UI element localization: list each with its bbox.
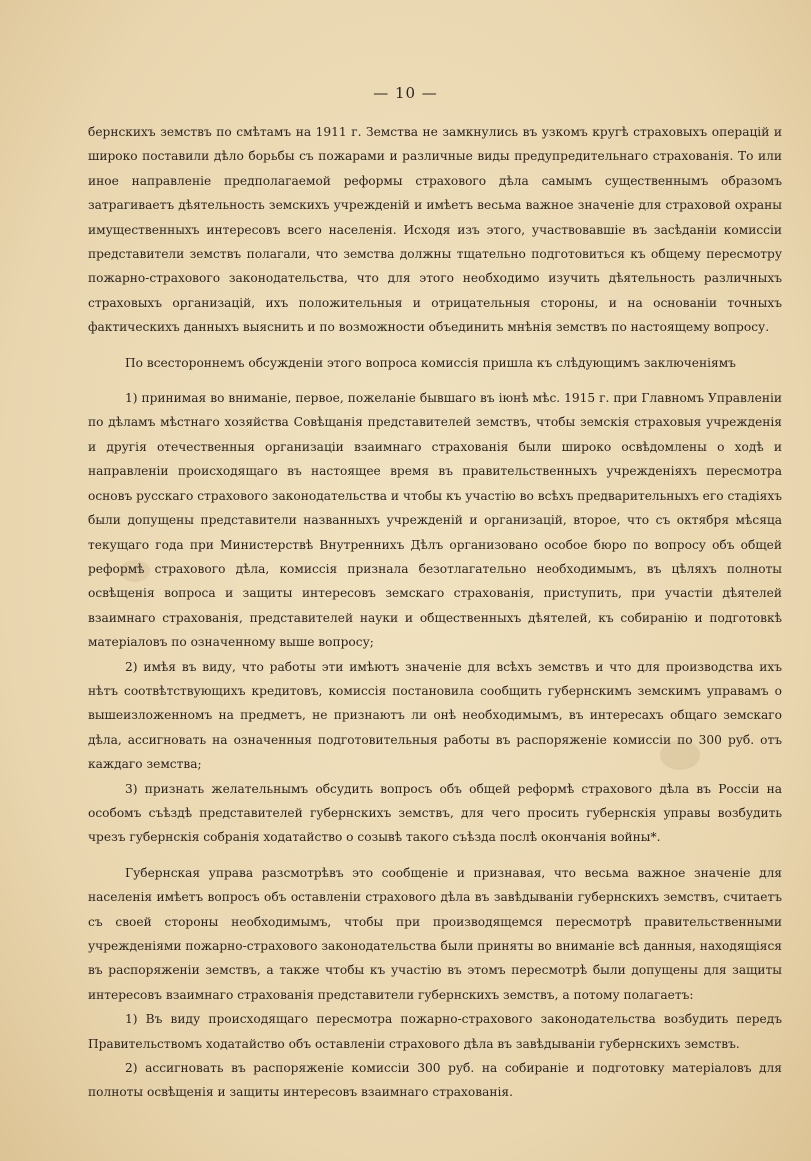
paragraph-point-2: 2) имѣя въ виду, что работы эти имѣютъ значеніе для всѣхъ земствъ и что для производства ихъ нѣтъ соотвѣтствующихъ кредитовъ, комиссія постановила сообщить губернскимъ земскимъ управамъ о вышеизложенномъ на предметъ, не признаютъ ли онѣ необходимымъ, въ интересахъ общаго земскаго дѣла, ассигновать на означенныя подготовительныя работы въ распоряженіе комиссіи по 300 руб. отъ каждаго земства; [88, 659, 782, 772]
paragraph-conclusions-heading: По всестороннемъ обсужденіи этого вопроса комиссія пришла къ слѣдующимъ заключеніямъ [125, 355, 736, 370]
paragraph-point-1: 1) принимая во вниманіе, первое, пожеланіе бывшаго въ іюнѣ мѣс. 1915 г. при Главномъ Управленіи по дѣламъ мѣстнаго хозяйства Совѣщанія представителей земствъ, чтобы земскія страховыя учрежденія и другія отечественныя организаціи взаимнаго страхованія были широко освѣдомлены о ходѣ и направленіи происходящаго въ настоящее время въ правительственныхъ учрежденіяхъ пересмотра основъ русскаго страхового законодательства и чтобы къ участію во всѣхъ предварительныхъ его стадіяхъ были допущены представители названныхъ учрежденій и организацій, второе, что съ октября мѣсяца текущаго года при Министерствѣ Внутреннихъ Дѣлъ организовано особое бюро по вопросу объ общей реформѣ страхового дѣла, комиссія признала безотлагательно необходимымъ, въ цѣляхъ полноты освѣщенія вопроса и защиты интересовъ земскаго страхованія, приступить, при участіи дѣятелей взаимнаго страхованія, представителей науки и общественныхъ дѣятелей, къ собиранію и подготовкѣ матеріаловъ по означенному выше вопросу; [88, 391, 782, 650]
paragraph-board-opinion: Губернская управа разсмотрѣвъ это сообщеніе и признавая, что весьма важное значеніе для населенія имѣетъ вопросъ объ оставленіи страхового дѣла въ завѣдываніи губернскихъ земствъ, считаетъ съ своей стороны необходимымъ, чтобы при производящемся пересмотрѣ правительственными учрежденіями пожарно-страхового законодательства были приняты во вниманіе всѣ данныя, находящіяся въ распоряженіи земствъ, а также чтобы къ участію въ этомъ пересмотрѣ были допущены для защиты интересовъ взаимнаго страхованія представители губернскихъ земствъ, а потому полагаетъ: [88, 865, 782, 1002]
page-body [88, 120, 782, 1105]
paragraph-proposal-2: 2) ассигновать въ распоряженіе комиссіи 300 руб. на собираніе и подготовку матеріаловъ для полноты освѣщенія и защиты интересовъ взаимнаго страхованія. [88, 1061, 782, 1100]
page-number: — 10 — [373, 84, 438, 102]
paragraph-proposal-1: 1) Въ виду происходящаго пересмотра пожарно-страхового законодательства возбудить передъ Правительствомъ ходатайство объ оставленіи страхового дѣла въ завѣдываніи губернскихъ земствъ. [88, 1012, 782, 1051]
paragraph-intro: бернскихъ земствъ по смѣтамъ на 1911 г. Земства не замкнулись въ узкомъ кругѣ страховыхъ операцій и широко поставили дѣло борьбы съ пожарами и различные виды предупредительнаго страхованія. То или иное направленіе предполагаемой реформы страхового дѣла самымъ существеннымъ образомъ затрагиваетъ дѣятельность земскихъ учрежденій и имѣетъ весьма важное значеніе для страховой охраны имущественныхъ интересовъ всего населенія. Исходя изъ этого, участвовавшіе въ засѣданіи комиссіи представители земствъ полагали, что земства должны тщательно подготовиться къ общему пересмотру пожарно-страхового законодательства, что для этого необходимо изучить дѣятельность различныхъ страховыхъ организацій, ихъ положительныя и отрицательныя стороны, и на основаніи точныхъ фактическихъ данныхъ выяснить и по возможности объединить мнѣнія земствъ по настоящему вопросу. [88, 125, 782, 335]
paragraph-point-3: 3) признать желательнымъ обсудить вопросъ объ общей реформѣ страхового дѣла въ Россіи на особомъ съѣздѣ представителей губернскихъ земствъ, для чего просить губернскія управы возбудить чрезъ губернскія собранія ходатайство о созывѣ такого съѣзда послѣ окончанія войны*. [88, 781, 782, 845]
